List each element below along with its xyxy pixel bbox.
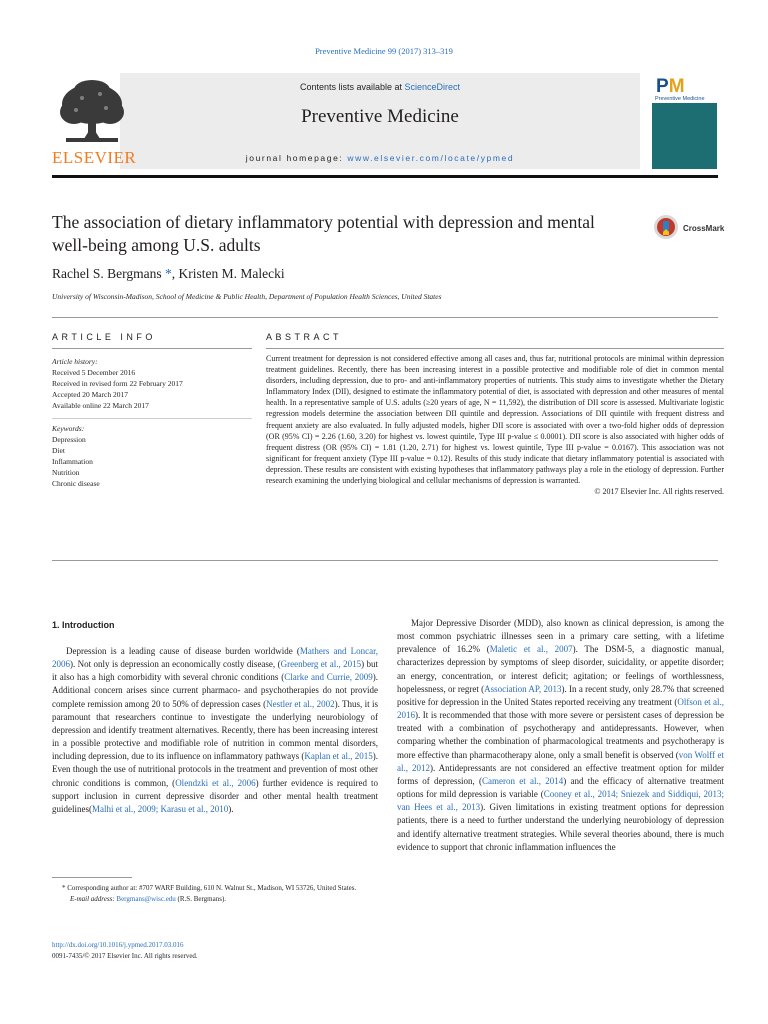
- keywords-label: Keywords:: [52, 424, 85, 433]
- article-info-heading: ARTICLE INFO: [52, 332, 156, 342]
- title-divider: [52, 317, 718, 318]
- issn-copyright: 0091-7435/© 2017 Elsevier Inc. All rights reserved.: [52, 952, 198, 960]
- keyword: Inflammation: [52, 457, 93, 466]
- abstract-heading: ABSTRACT: [266, 332, 343, 342]
- citation-link[interactable]: Maletic et al., 2007: [489, 644, 573, 655]
- intro-text: Depression is a leading cause of disease burden worldwide (: [66, 646, 300, 656]
- abstract-copyright: © 2017 Elsevier Inc. All rights reserved.: [594, 487, 724, 497]
- intro-text: ) but it also has a high comorbidity with several chronic conditions (: [52, 659, 378, 683]
- intro-column-left: [52, 645, 378, 816]
- intro-text: ) further evidence is required to support inclusion in current depressive disorder and other mental health treatment guidelines(: [52, 777, 379, 814]
- cover-logo-m: M: [668, 76, 685, 97]
- intro-text: ). The DSM-5, a diagnostic manual, characterizes depression by symptoms of sleep disorder, suicidality, or appetite disorder; an energy, concentration, or interest deficit; agitation; or feelings of worthlessness, hopelessness, or regret (: [397, 644, 724, 694]
- author-malecki[interactable]: Kristen M. Malecki: [178, 266, 285, 281]
- citation-link[interactable]: Olendzki et al., 2006: [175, 777, 256, 788]
- article-info-rule: [52, 348, 252, 349]
- abstract-rule: [266, 348, 724, 349]
- abstract-divider: [52, 560, 718, 561]
- intro-text: ). Thus, it is paramount that researchers continue to investigate the underlying neurobiology of depression and identify treatment alternatives. Recently, there has been increasing interest in a possible protective and modifiable role of nutrition in common mental disorders, including depression, due to its influence on inflammatory pathways (: [52, 698, 379, 762]
- section-heading-introduction: 1. Introduction: [52, 620, 115, 630]
- cover-logo-p: P: [656, 76, 669, 97]
- author-separator: ,: [171, 266, 179, 281]
- intro-text: ). Antidepressants are not considered an effective treatment option for milder forms of depression, (: [397, 762, 724, 786]
- intro-column-right: [397, 617, 724, 854]
- journal-cover-thumbnail[interactable]: [652, 73, 717, 169]
- citation-link[interactable]: Nestler et al., 2002: [266, 698, 335, 709]
- email-suffix: (R.S. Bergmans).: [175, 895, 227, 903]
- keyword: Diet: [52, 446, 65, 455]
- intro-text: ). Additional concern arises since current pharmaco- and psychotherapies do not provide complete remission among 20 to 50% of depression cases (: [52, 672, 379, 709]
- intro-paragraph: [52, 645, 378, 816]
- history-online: Available online 22 March 2017: [52, 401, 149, 410]
- citation-link[interactable]: Association AP, 2013: [484, 683, 562, 694]
- keywords: [52, 423, 252, 489]
- affiliation: University of Wisconsin-Madison, School of Medicine & Public Health, Department of Population Health Sciences, United States: [52, 292, 442, 301]
- email-line: [52, 894, 382, 905]
- citation-link[interactable]: von Wolff et al., 2012: [397, 749, 724, 773]
- journal-homepage: [120, 153, 640, 163]
- doi-link[interactable]: http://dx.doi.org/10.1016/j.ypmed.2017.03.016: [52, 941, 184, 949]
- citation-link[interactable]: Greenberg et al., 2015: [280, 659, 362, 670]
- intro-text: ). Even though the use of nutritional protocols in the treatment and prevention of most other chronic conditions is common, (: [52, 751, 378, 788]
- sciencedirect-link[interactable]: ScienceDirect: [404, 82, 461, 92]
- crossmark-badge[interactable]: [653, 214, 733, 242]
- history-revised: Received in revised form 22 February 2017: [52, 379, 183, 388]
- article-history: [52, 356, 252, 411]
- journal-citation-link[interactable]: Preventive Medicine 99 (2017) 313–319: [315, 46, 453, 56]
- header-divider: [52, 175, 718, 178]
- email-label: E-mail address:: [70, 895, 117, 903]
- abstract-text: Current treatment for depression is not considered effective among all cases and, thus far, nutritional protocols are minimal within depression treatment guidelines. Recently, there has been increasing interest in a possible protective and modifiable role of diet in common mental disorders, including depression, due to pro- and anti-inflammatory properties of nutrients. This study aims to investigate whether the Dietary Inflammatory Index (DII), designed to estimate the inflammatory potential of diet, is associated with depression and other measures of mental health. In a representative sample of U.S. adults (≥20 years of age, N = 11,592), the distribution of DII score is assessed. Multivariate logistic regression models determine the association between DII quintile and depression. Associations of DII quintile with frequent distress and frequent anxiety are also evaluated. In fully adjusted models, higher DII score is associated with over a two-fold higher odds of depression (OR (95% CI) = 2.26 (1.60, 3.20) for highest vs. lowest quintile, Type III p-value ≤ 0.0001). DII score is also associated with higher odds of frequent distress (OR (95% CI) = 1.81 (1.20, 2.71) for highest vs. lowest quintile, Type III p-value = 0.0167). This association was not significant for frequent anxiety (Type III p-value = 0.12). Results of this study indicate that dietary inflammatory potential is associated with depression. These results are consistent with existing hypotheses that inflammatory pathways play a role in the etiology of depression. Further research examining the underlying biological and cellular mechanisms of depression is warranted.: [266, 354, 724, 486]
- keyword: Chronic disease: [52, 479, 100, 488]
- crossmark-label: CrossMark: [683, 224, 725, 233]
- homepage-link[interactable]: www.elsevier.com/locate/ypmed: [347, 153, 515, 163]
- history-accepted: Accepted 20 March 2017: [52, 390, 129, 399]
- cover-journal-name: Preventive Medicine: [655, 96, 705, 102]
- author-list: [52, 266, 285, 282]
- citation-link[interactable]: Cooney et al., 2014; Sniezek and Siddiqui, 2013; van Hees et al., 2013: [397, 789, 724, 813]
- intro-paragraph: [397, 617, 724, 854]
- footnote-rule: [52, 877, 132, 878]
- article-title: The association of dietary inflammatory potential with depression and mental well-being among U.S. adults: [52, 212, 595, 255]
- doi-block: [52, 940, 198, 962]
- crossmark-icon: [653, 214, 679, 240]
- citation-link[interactable]: Olfson et al., 2016: [397, 696, 724, 721]
- homepage-prefix: journal homepage:: [245, 153, 348, 163]
- email-link[interactable]: Bergmans@wisc.edu: [116, 895, 176, 903]
- intro-text: ). Not only is depression an economically costly disease, (: [70, 659, 281, 670]
- keyword: Nutrition: [52, 468, 80, 477]
- citation-link[interactable]: Clarke and Currie, 2009: [284, 672, 373, 683]
- history-label: Article history:: [52, 357, 98, 366]
- abstract-body: [266, 353, 724, 497]
- footnote: [52, 883, 382, 905]
- contents-line: [120, 82, 640, 92]
- keywords-rule: [52, 418, 252, 419]
- contents-prefix: Contents lists available at: [299, 82, 405, 92]
- journal-title[interactable]: Preventive Medicine: [301, 106, 459, 127]
- author-bergmans[interactable]: Rachel S. Bergmans: [52, 266, 165, 281]
- citation-link[interactable]: Kaplan et al., 2015: [304, 751, 373, 762]
- corresponding-author-mark[interactable]: *: [164, 266, 172, 281]
- citation-link[interactable]: Malhi et al., 2009; Karasu et al., 2010: [92, 803, 229, 814]
- intro-text: ) and the efficacy of alternative treatment options for mild depression is variable (: [397, 775, 724, 800]
- intro-text: Major Depressive Disorder (MDD), also known as clinical depression, is among the most common psychiatric illnesses seen in a primary care setting, with a lifetime prevalence of 16.2% (: [397, 618, 724, 655]
- citation-link[interactable]: Mathers and Loncar, 2006: [52, 646, 378, 670]
- cover-logo: [656, 76, 685, 98]
- elsevier-wordmark: ELSEVIER: [52, 148, 137, 167]
- intro-text: ). Given limitations in existing treatment options for depression patients, there is a need to further understand the underlying neurobiology of depression and identify alternative treatment strategies. While several theories abound, there is much evidence to support that chronic inflammation influences the: [397, 802, 724, 852]
- intro-text: ). It is recommended that those with more severe or persistent cases of depression be treated with a combination of psychotherapy and antidepressants. However, when comparing whether the combination of pharmacological treatments and psychotherapy is more effective than pharmacotherapy alone, only a small benefit is observed (: [397, 710, 724, 760]
- keyword: Depression: [52, 435, 86, 444]
- citation-link[interactable]: Cameron et al., 2014: [482, 775, 564, 786]
- intro-text: ). In a recent study, only 28.7% that screened positive for depression in the United States reported receiving any treatment (: [397, 683, 724, 707]
- history-received: Received 5 December 2016: [52, 368, 136, 377]
- corresponding-author-note: * Corresponding author at: #707 WARF Building, 610 N. Walnut St., Madison, WI 53726, United States.: [62, 884, 357, 892]
- intro-text: ).: [228, 803, 234, 814]
